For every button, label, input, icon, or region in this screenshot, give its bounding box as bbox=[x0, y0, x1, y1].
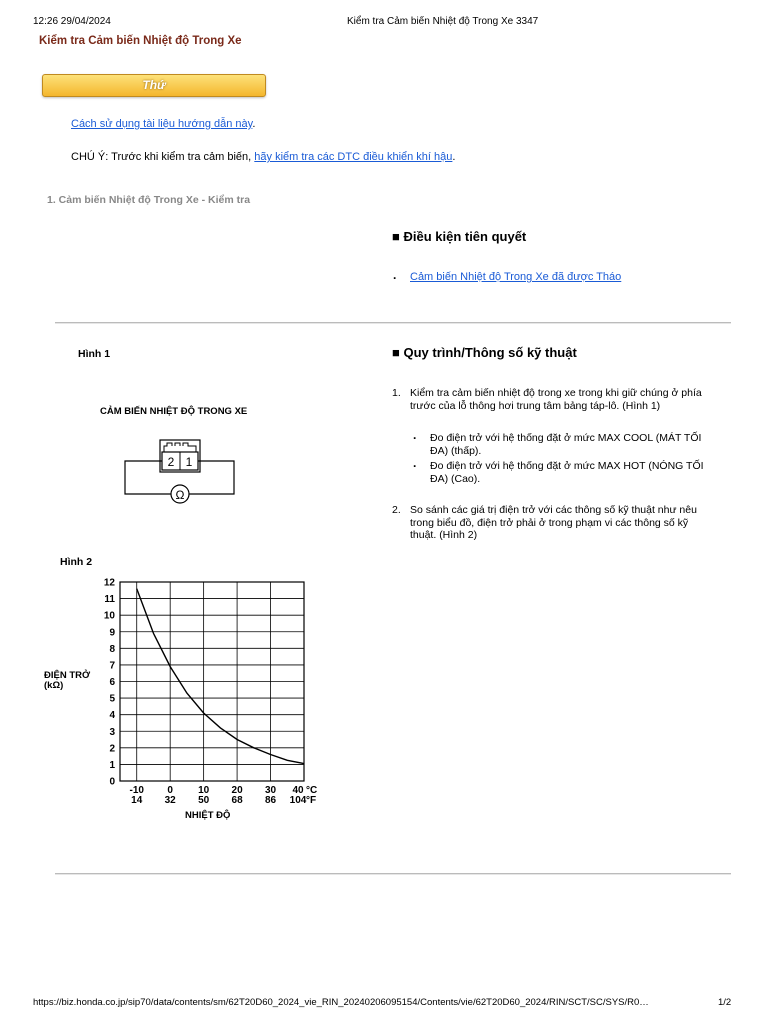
note-prefix: CHÚ Ý: Trước khi kiểm tra cảm biến, bbox=[71, 151, 255, 163]
howto-paragraph bbox=[71, 118, 255, 130]
step2-number: 2. bbox=[392, 504, 401, 516]
x-tick-label-f: 14 bbox=[131, 795, 143, 806]
x-unit-c: °C bbox=[306, 785, 318, 796]
x-tick-label-c: 20 bbox=[231, 785, 243, 796]
pin-2-label: 2 bbox=[167, 455, 175, 469]
step2-text: So sánh các giá trị điện trở với các thông số kỹ thuật như nêu trong biểu đồ, điện trở phải ở trong phạm vi các thông số kỹ thuật. (Hình 2) bbox=[410, 504, 697, 541]
ohm-symbol: Ω bbox=[175, 488, 185, 502]
x-tick-label-f: 50 bbox=[198, 795, 210, 806]
howto-period: . bbox=[252, 118, 256, 130]
howto-link[interactable]: Cách sử dụng tài liệu hướng dẫn này bbox=[71, 118, 253, 130]
x-unit-f: °F bbox=[306, 795, 317, 806]
step1-text: Kiểm tra cảm biến nhiệt độ trong xe trong khi giữ chúng ở phía trước của lỗ thông hơi trung tâm bảng táp-lô. (Hình 1) bbox=[410, 387, 702, 412]
step1-number: 1. bbox=[392, 387, 401, 399]
x-tick-label-c: 10 bbox=[198, 785, 210, 796]
y-tick-label: 6 bbox=[109, 677, 115, 688]
dtc-link[interactable]: hãy kiểm tra các DTC điều khiển khí hậu bbox=[254, 151, 453, 163]
section-title: 1. Cảm biến Nhiệt độ Trong Xe - Kiểm tra bbox=[47, 194, 251, 206]
x-tick-label-f: 86 bbox=[264, 795, 277, 806]
x-tick-label-c: -10 bbox=[129, 785, 144, 796]
note-paragraph bbox=[71, 151, 455, 163]
chart-grid bbox=[120, 582, 304, 781]
divider-bottom bbox=[55, 873, 731, 875]
chart-ylabel-line1: ĐIỆN TRỞ bbox=[44, 670, 91, 681]
prereq-heading: ■ Điều kiện tiên quyết bbox=[392, 229, 527, 244]
print-page-title: Kiểm tra Cảm biến Nhiệt độ Trong Xe 3347 bbox=[347, 16, 539, 27]
y-tick-label: 9 bbox=[109, 627, 115, 639]
divider-top bbox=[55, 322, 731, 324]
y-tick-label: 10 bbox=[103, 610, 115, 622]
y-tick-label: 4 bbox=[109, 710, 115, 722]
y-tick-label: 2 bbox=[109, 743, 115, 755]
document-title: Kiểm tra Cảm biến Nhiệt độ Trong Xe bbox=[39, 35, 242, 47]
step1-sub1: Đo điện trở với hệ thống đặt ở mức MAX COOL (MÁT TỐI ĐA) (thấp). bbox=[430, 432, 702, 457]
x-tick-label-c: 30 bbox=[264, 785, 277, 796]
prereq-link[interactable]: Cảm biến Nhiệt độ Trong Xe đã được Tháo bbox=[410, 271, 622, 283]
y-tick-label: 12 bbox=[103, 577, 115, 589]
bullet-icon: . bbox=[413, 456, 417, 470]
sensor-circuit-diagram bbox=[120, 434, 240, 504]
print-timestamp: 12:26 29/04/2024 bbox=[33, 16, 111, 27]
y-tick-label: 0 bbox=[109, 776, 115, 788]
y-tick-label: 1 bbox=[109, 759, 115, 771]
y-tick-label: 5 bbox=[109, 693, 115, 705]
x-tick-label-f: 68 bbox=[231, 795, 243, 806]
x-tick-label-f: 32 bbox=[164, 795, 176, 806]
bullet-icon: . bbox=[413, 428, 417, 442]
prereq-item bbox=[410, 271, 621, 283]
note-suffix: . bbox=[452, 151, 456, 163]
y-tick-label: 3 bbox=[109, 726, 115, 738]
print-url: https://biz.honda.co.jp/sip70/data/contents/sm/62T20D60_2024_vie_RIN_20240206095154/Contents/vie/62T20D60_2024/RIN/SCT/SC/SYS/R0… bbox=[33, 997, 649, 1008]
step1-sub2: Đo điện trở với hệ thống đặt ở mức MAX HOT (NÓNG TỐI ĐA) (Cao). bbox=[430, 460, 704, 485]
next-button[interactable]: Thứ bbox=[42, 74, 266, 97]
y-tick-label: 7 bbox=[109, 660, 115, 672]
print-page-number: 1/2 bbox=[718, 997, 732, 1008]
chart-y-ticks bbox=[104, 578, 116, 788]
resistance-temperature-chart bbox=[40, 570, 340, 830]
figure2-label: Hình 2 bbox=[60, 556, 93, 568]
x-tick-label-c: 0 bbox=[167, 785, 173, 796]
figure1-label: Hình 1 bbox=[78, 348, 111, 360]
y-tick-label: 11 bbox=[104, 594, 115, 606]
figure1-caption: CẢM BIẾN NHIỆT ĐỘ TRONG XE bbox=[100, 406, 248, 417]
procedure-heading: ■ Quy trình/Thông số kỹ thuật bbox=[392, 345, 577, 360]
chart-ylabel-line2: (kΩ) bbox=[44, 680, 64, 691]
y-tick-label: 8 bbox=[109, 643, 115, 655]
pin-1-label: 1 bbox=[185, 455, 193, 469]
x-tick-label-c: 40 bbox=[292, 785, 304, 796]
chart-xlabel: NHIỆT ĐỘ bbox=[185, 810, 231, 821]
x-tick-label-f: 104 bbox=[289, 795, 307, 806]
bullet-icon: . bbox=[393, 268, 397, 282]
chart-x-ticks bbox=[130, 785, 318, 806]
